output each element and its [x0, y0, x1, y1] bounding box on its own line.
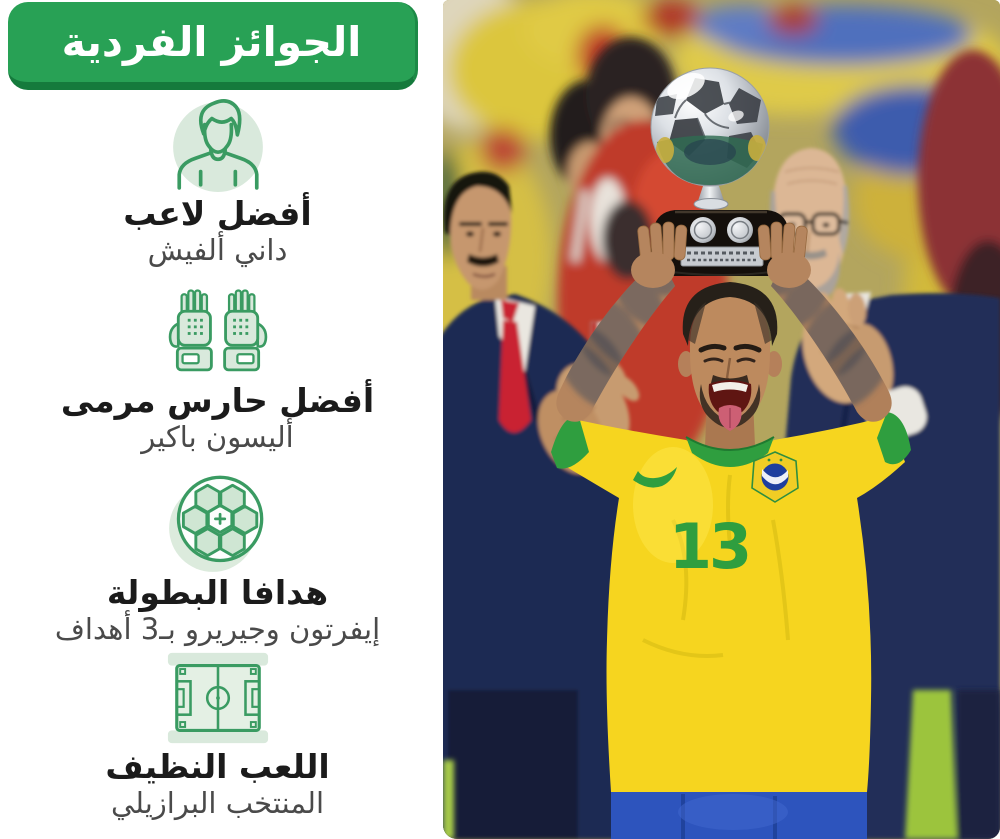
award-winner: المنتخب البرازيلي: [110, 786, 325, 820]
awards-panel: [0, 0, 443, 839]
award-title: اللعب النظيف: [105, 747, 330, 786]
award-title: هدافا البطولة: [106, 573, 329, 612]
award-top-scorer: [0, 470, 435, 646]
football-icon: [0, 470, 435, 574]
jersey-number: 13: [668, 510, 750, 583]
goalkeeper-gloves-icon: [0, 284, 435, 382]
award-winner: داني ألفيش: [147, 233, 288, 267]
football-pitch-icon: [0, 648, 435, 748]
award-best-player: [0, 93, 435, 267]
award-fair-play: [0, 648, 435, 820]
trophy-celebration-photo: [443, 0, 1000, 839]
award-winner: أليسون باكير: [141, 420, 294, 454]
award-best-goalkeeper: [0, 284, 435, 454]
award-winner: إيفرتون وجيريرو بـ3 أهداف: [54, 612, 381, 646]
award-title: أفضل لاعب: [123, 194, 312, 233]
player-icon: [0, 93, 435, 195]
panel-header: [8, 2, 418, 90]
panel-title: الجوائز الفردية: [61, 18, 362, 66]
award-title: أفضل حارس مرمى: [60, 381, 375, 420]
